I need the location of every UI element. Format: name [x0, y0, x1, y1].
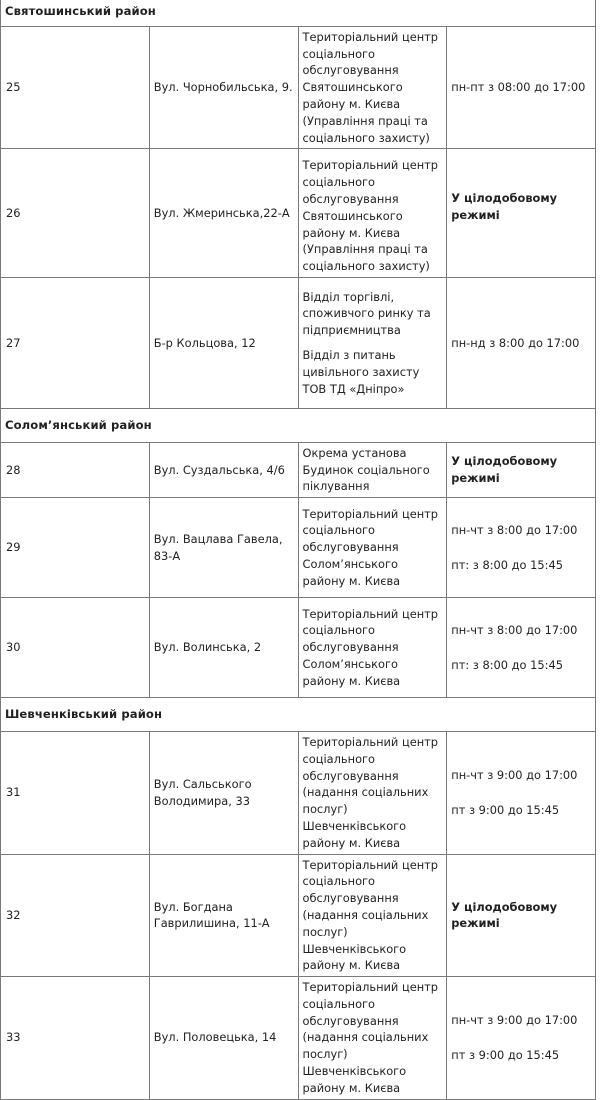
- row-number: 32: [1, 854, 150, 977]
- district-header-row: [1, 408, 596, 442]
- table-row: [1, 598, 596, 698]
- table-row: [1, 277, 596, 408]
- table-row: [1, 731, 596, 854]
- row-hours: [447, 598, 596, 698]
- row-organization: [298, 277, 447, 408]
- row-hours: [447, 977, 596, 1100]
- hours-line: пт: з 8:00 до 15:45: [451, 657, 563, 672]
- hours-line: пт з 9:00 до 15:45: [451, 1047, 560, 1062]
- table-row: [1, 498, 596, 598]
- row-hours: У цілодобовому режимі: [447, 854, 596, 977]
- row-address: Вул. Сальського Володимира, 33: [149, 731, 298, 854]
- row-hours: пн-нд з 8:00 до 17:00: [447, 277, 596, 408]
- row-number: 25: [1, 26, 150, 149]
- row-hours: [447, 498, 596, 598]
- row-address: Вул. Суздальська, 4/6: [149, 442, 298, 497]
- row-organization: Територіальний центр соціального обслуговування Солом’янського району м. Києва: [298, 498, 447, 598]
- row-address: Вул. Волинська, 2: [149, 598, 298, 698]
- row-organization: Територіальний центр соціального обслуговування (надання соціальних послуг) Шевченківського району м. Києва: [298, 854, 447, 977]
- row-address: Вул. Вацлава Гавела, 83-А: [149, 498, 298, 598]
- row-hours: У цілодобовому режимі: [447, 149, 596, 278]
- table-row: [1, 854, 596, 977]
- row-hours: У цілодобовому режимі: [447, 442, 596, 497]
- district-header-row: [1, 0, 596, 26]
- row-hours: пн-пт з 08:00 до 17:00: [447, 26, 596, 149]
- row-number: 27: [1, 277, 150, 408]
- district-name: Солом’янський район: [1, 408, 596, 442]
- table-row: [1, 26, 596, 149]
- hours-line: пн-чт з 9:00 до 17:00: [451, 1013, 578, 1028]
- table-row: [1, 149, 596, 278]
- row-address: Вул. Половецька, 14: [149, 977, 298, 1100]
- row-address: Вул. Богдана Гаврилишина, 11-А: [149, 854, 298, 977]
- organization-line: Відділ торгівлі, споживчого ринку та підприємництва: [302, 289, 431, 338]
- row-organization: Окрема установа Будинок соціального піклування: [298, 442, 447, 497]
- row-address: Вул. Жмеринська,22-А: [149, 149, 298, 278]
- hours-line: пн-чт з 8:00 до 17:00: [451, 622, 578, 637]
- row-number: 30: [1, 598, 150, 698]
- row-organization: Територіальний центр соціального обслуговування Святошинського району м. Києва (Управління праці та соціального захисту): [298, 149, 447, 278]
- row-address: Б-р Кольцова, 12: [149, 277, 298, 408]
- district-name: Святошинський район: [1, 0, 596, 26]
- table-row: [1, 442, 596, 497]
- district-header-row: [1, 698, 596, 732]
- district-name: Шевченківський район: [1, 698, 596, 732]
- row-number: 33: [1, 977, 150, 1100]
- hours-line: пн-чт з 9:00 до 17:00: [451, 767, 578, 782]
- row-address: Вул. Чорнобильська, 9.: [149, 26, 298, 149]
- row-number: 28: [1, 442, 150, 497]
- row-number: 31: [1, 731, 150, 854]
- hours-line: пн-чт з 8:00 до 17:00: [451, 522, 578, 537]
- row-number: 29: [1, 498, 150, 598]
- hours-line: пт: з 8:00 до 15:45: [451, 557, 563, 572]
- row-organization: Територіальний центр соціального обслуговування Святошинського району м. Києва (Управління праці та соціального захисту): [298, 26, 447, 149]
- hours-line: пт з 9:00 до 15:45: [451, 802, 560, 817]
- organization-line: Відділ з питань цивільного захисту ТОВ ТД «Дніпро»: [302, 347, 420, 396]
- row-organization: Територіальний центр соціального обслуговування (надання соціальних послуг) Шевченківського району м. Києва: [298, 731, 447, 854]
- row-organization: Територіальний центр соціального обслуговування (надання соціальних послуг) Шевченківського району м. Києва: [298, 977, 447, 1100]
- table-row: [1, 977, 596, 1100]
- row-hours: [447, 731, 596, 854]
- row-number: 26: [1, 149, 150, 278]
- row-organization: Територіальний центр соціального обслуговування Солом’янського району м. Києва: [298, 598, 447, 698]
